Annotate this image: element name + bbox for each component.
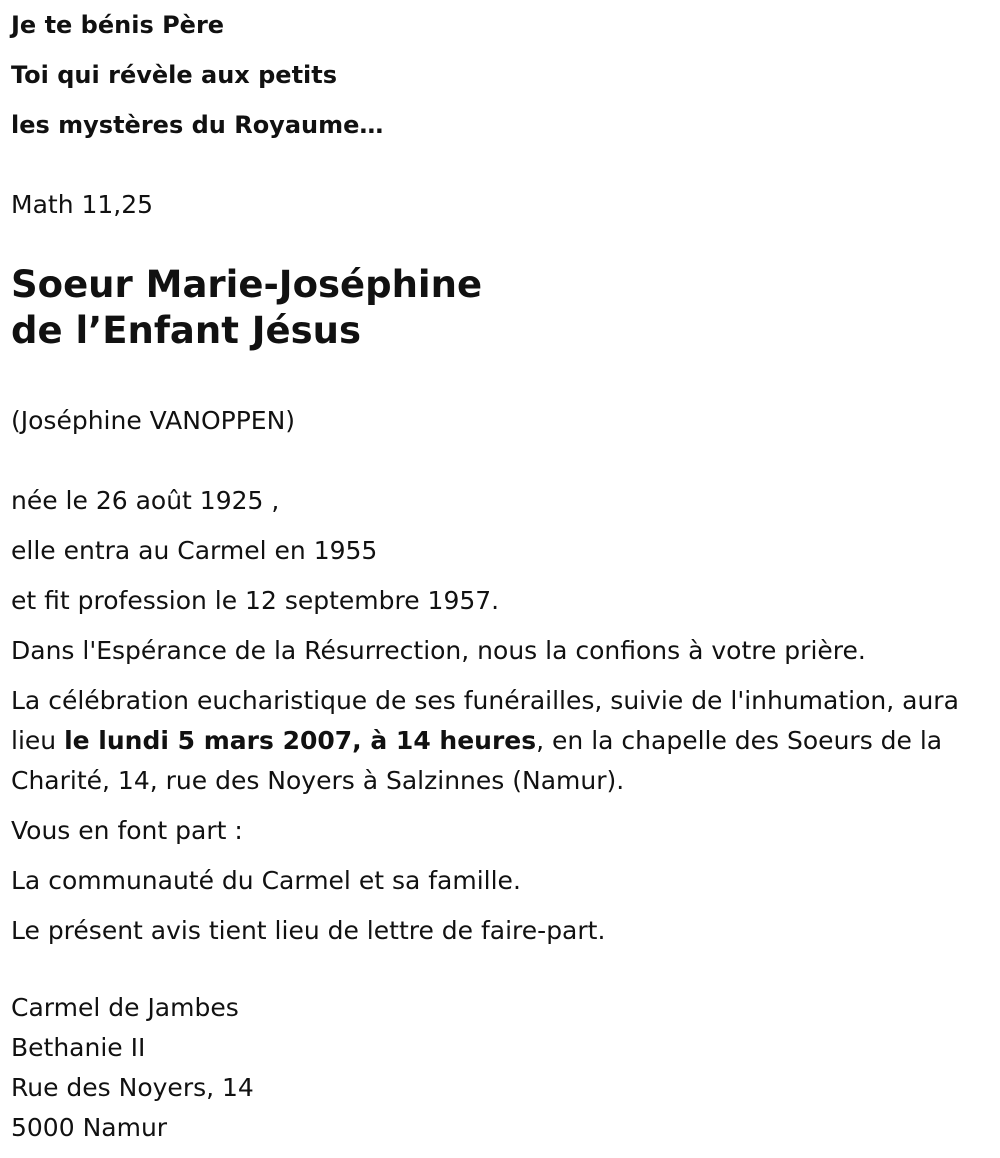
address-line-1: Carmel de Jambes xyxy=(11,993,239,1022)
address-block xyxy=(11,988,254,1148)
ceremony-date: le lundi 5 mars 2007, à 14 heures xyxy=(64,726,537,755)
quote-line-3: les mystères du Royaume… xyxy=(11,111,384,139)
address-line-4: 5000 Namur xyxy=(11,1113,168,1142)
announcers-intro: Vous en font part : xyxy=(11,816,243,845)
name-line-1: Soeur Marie-Joséphine xyxy=(11,263,483,306)
ceremony-intro: La célébration eucharistique de ses funérailles, suivie de l'inhumation, aura lieu xyxy=(11,686,959,755)
address-line-2: Bethanie II xyxy=(11,1033,146,1062)
ceremony-paragraph xyxy=(11,676,986,806)
announcers-line: La communauté du Carmel et sa famille. xyxy=(11,866,521,895)
deceased-name xyxy=(11,262,482,354)
quote-line-1: Je te bénis Père xyxy=(11,11,225,39)
quote-block xyxy=(11,0,383,150)
carmel-entry-line: elle entra au Carmel en 1955 xyxy=(11,536,378,565)
address-line-3: Rue des Noyers, 14 xyxy=(11,1073,254,1102)
profession-line: et fit profession le 12 septembre 1957. xyxy=(11,586,500,615)
notice-line: Le présent avis tient lieu de lettre de faire-part. xyxy=(11,916,606,945)
hope-line: Dans l'Espérance de la Résurrection, nous la confions à votre prière. xyxy=(11,636,866,665)
quote-reference: Math 11,25 xyxy=(11,190,154,219)
civil-name: (Joséphine VANOPPEN) xyxy=(11,406,296,435)
birth-line: née le 26 août 1925 , xyxy=(11,486,280,515)
name-line-2: de l’Enfant Jésus xyxy=(11,309,362,352)
quote-line-2: Toi qui révèle aux petits xyxy=(11,61,338,89)
notice-body xyxy=(11,476,986,956)
ceremony-place: , en la chapelle des Soeurs de la Charité, 14, rue des Noyers à Salzinnes (Namur). xyxy=(11,726,943,795)
